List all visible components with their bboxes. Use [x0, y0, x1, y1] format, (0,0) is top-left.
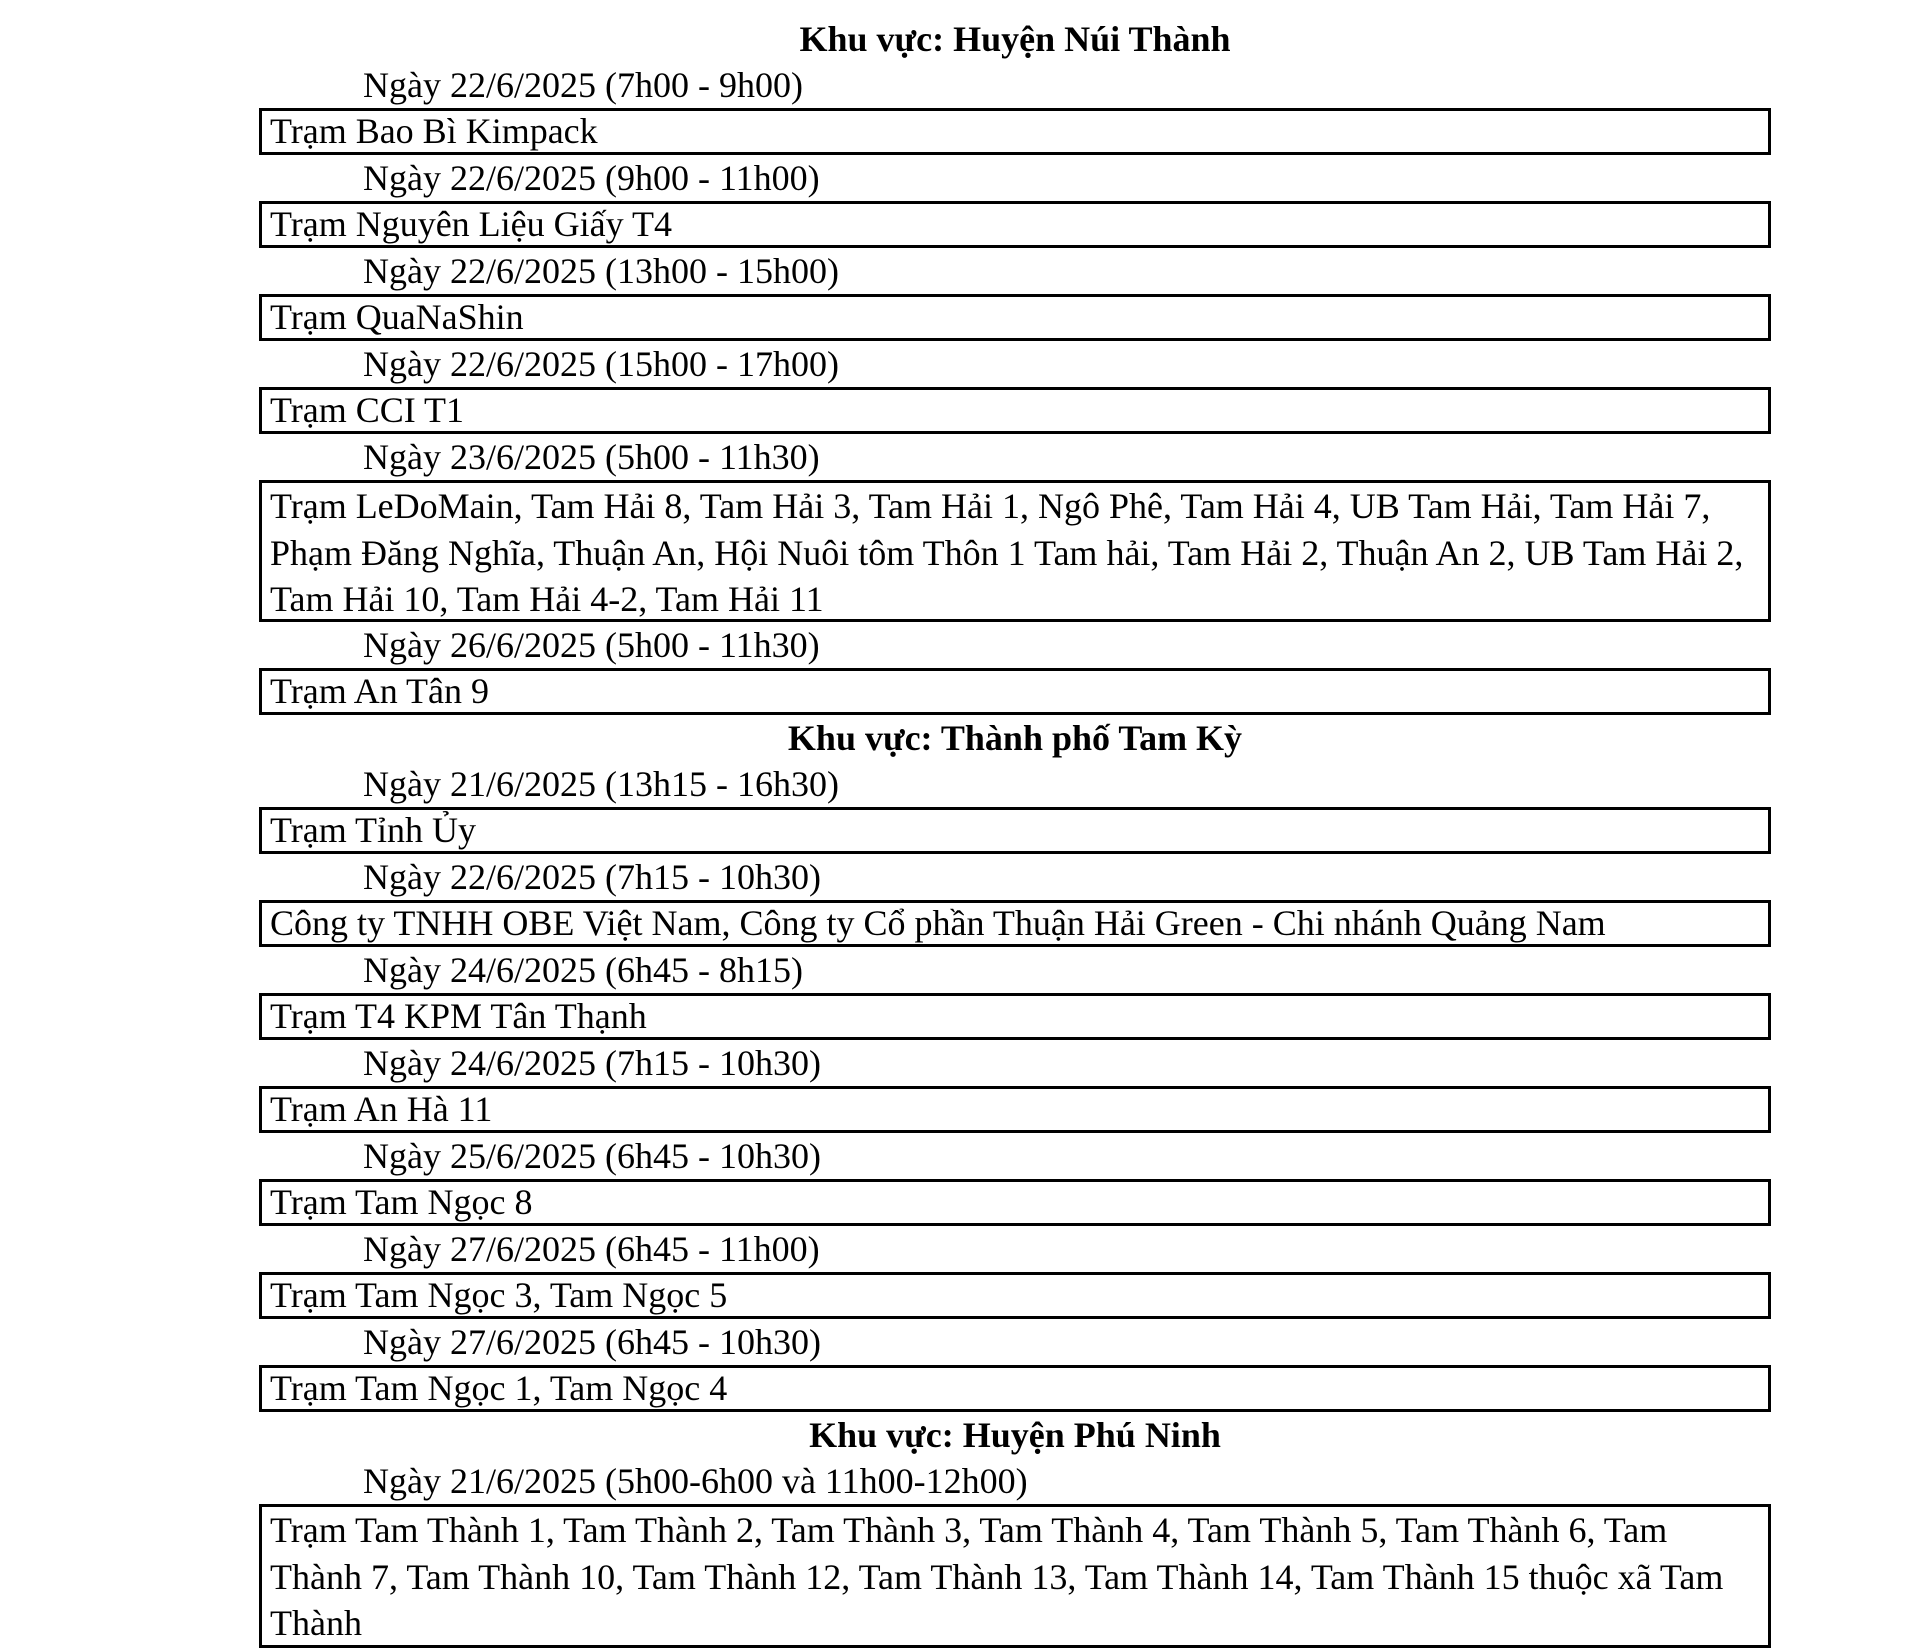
schedule-date: Ngày 24/6/2025 (7h15 - 10h30) [363, 1043, 821, 1083]
station-list-box: Trạm An Hà 11 [259, 1086, 1771, 1133]
schedule-date: Ngày 21/6/2025 (13h15 - 16h30) [363, 764, 839, 804]
schedule-date: Ngày 25/6/2025 (6h45 - 10h30) [363, 1136, 821, 1176]
station-list-box: Trạm An Tân 9 [259, 668, 1771, 715]
schedule-date: Ngày 27/6/2025 (6h45 - 10h30) [363, 1322, 821, 1362]
schedule-date: Ngày 22/6/2025 (15h00 - 17h00) [363, 344, 839, 384]
region-heading-tam-ky: Khu vực: Thành phố Tam Kỳ [787, 718, 1243, 758]
schedule-date: Ngày 22/6/2025 (9h00 - 11h00) [363, 158, 820, 198]
schedule-date: Ngày 22/6/2025 (7h00 - 9h00) [363, 65, 803, 105]
schedule-date: Ngày 27/6/2025 (6h45 - 11h00) [363, 1229, 820, 1269]
schedule-date: Ngày 21/6/2025 (5h00-6h00 và 11h00-12h00) [363, 1461, 1028, 1501]
station-list-box: Trạm Tam Ngọc 3, Tam Ngọc 5 [259, 1272, 1771, 1319]
region-heading-nui-thanh: Khu vực: Huyện Núi Thành [799, 19, 1231, 59]
schedule-date: Ngày 24/6/2025 (6h45 - 8h15) [363, 950, 803, 990]
station-list-box: Trạm Tam Thành 1, Tam Thành 2, Tam Thành 3, Tam Thành 4, Tam Thành 5, Tam Thành 6, Tam Thành 7, Tam Thành 10, Tam Thành 12, Tam Thành 13, Tam Thành 14, Tam Thành 15 thuộc xã Tam Thành [259, 1504, 1771, 1648]
schedule-date: Ngày 26/6/2025 (5h00 - 11h30) [363, 625, 820, 665]
station-list-box: Trạm Bao Bì Kimpack [259, 108, 1771, 155]
schedule-date: Ngày 22/6/2025 (13h00 - 15h00) [363, 251, 839, 291]
station-list-box: Trạm QuaNaShin [259, 294, 1771, 341]
schedule-date: Ngày 23/6/2025 (5h00 - 11h30) [363, 437, 820, 477]
station-list-box: Trạm LeDoMain, Tam Hải 8, Tam Hải 3, Tam Hải 1, Ngô Phê, Tam Hải 4, UB Tam Hải, Tam Hải 7, Phạm Đăng Nghĩa, Thuận An, Hội Nuôi tôm Thôn 1 Tam hải, Tam Hải 2, Thuận An 2, UB Tam Hải 2, Tam Hải 10, Tam Hải 4-2, Tam Hải 11 [259, 480, 1771, 622]
schedule-date: Ngày 22/6/2025 (7h15 - 10h30) [363, 857, 821, 897]
station-list-box: Trạm CCI T1 [259, 387, 1771, 434]
outage-schedule-document [259, 16, 1771, 1648]
station-list-box: Trạm Tam Ngọc 1, Tam Ngọc 4 [259, 1365, 1771, 1412]
region-heading-phu-ninh: Khu vực: Huyện Phú Ninh [809, 1415, 1221, 1455]
station-list-box: Trạm Tỉnh Ủy [259, 807, 1771, 854]
station-list-box: Trạm T4 KPM Tân Thạnh [259, 993, 1771, 1040]
station-list-box: Trạm Nguyên Liệu Giấy T4 [259, 201, 1771, 248]
station-list-box: Công ty TNHH OBE Việt Nam, Công ty Cổ phần Thuận Hải Green - Chi nhánh Quảng Nam [259, 900, 1771, 947]
station-list-box: Trạm Tam Ngọc 8 [259, 1179, 1771, 1226]
